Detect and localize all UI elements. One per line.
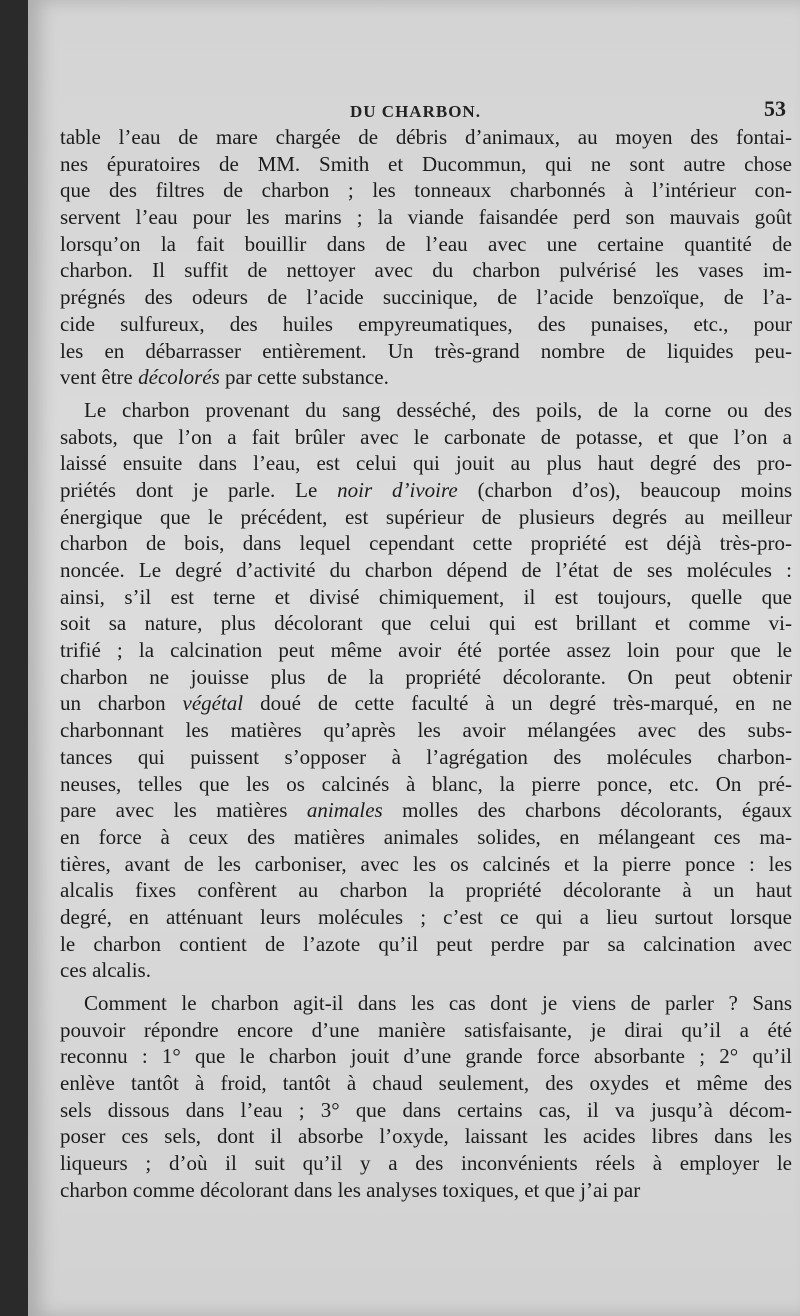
text-line — [60, 584, 792, 611]
text-run: ces alcalis. — [60, 958, 151, 983]
paragraph — [60, 124, 792, 391]
text-line — [60, 990, 792, 1017]
text-run: tières, avant de les carboniser, avec les os calcinés et la pierre ponce : les — [60, 851, 792, 876]
text-run: sabots, que l’on a fait brûler avec le carbonate de potasse, et que l’on a — [60, 424, 792, 449]
text-line — [60, 1070, 792, 1097]
text-line — [60, 717, 792, 744]
text-run: prégnés des odeurs de l’acide succinique, de l’acide benzoïque, de l’a- — [60, 285, 792, 310]
text-run: pare avec les matières — [60, 798, 307, 823]
text-line — [60, 204, 792, 231]
text-run: les en débarrasser entièrement. Un très-grand nombre de liquides peu- — [60, 338, 792, 363]
book-page — [28, 0, 800, 1316]
text-line — [60, 557, 792, 584]
text-line — [60, 1017, 792, 1044]
text-run: nes épuratoires de MM. Smith et Ducommun, qui ne sont autre chose — [60, 151, 792, 176]
text-run: servent l’eau pour les marins ; la viande faisandée perd son mauvais goût — [60, 205, 792, 230]
text-line — [60, 771, 792, 798]
text-run: tances qui puissent s’opposer à l’agrégation des molécules charbon- — [60, 744, 792, 769]
text-line — [60, 931, 792, 958]
text-run: soit sa nature, plus décolorant que celui qui est brillant et comme vi- — [60, 611, 792, 636]
text-line — [60, 311, 792, 338]
text-run: ainsi, s’il est terne et divisé chimiquement, il est toujours, quelle que — [60, 584, 792, 609]
text-line — [60, 530, 792, 557]
text-run: charbon ne jouisse plus de la propriété décolorante. On peut obtenir — [60, 664, 792, 689]
text-line — [60, 1097, 792, 1124]
running-head: DU CHARBON. — [350, 102, 481, 121]
italic-term: animales — [306, 798, 383, 823]
text-run: le charbon contient de l’azote qu’il peut perdre par sa calcination avec — [60, 931, 792, 956]
text-line — [60, 1150, 792, 1177]
text-run: charbon. Il suffit de nettoyer avec du charbon pulvérisé les vases im- — [60, 258, 792, 283]
text-run: cide sulfureux, des huiles empyreumatiques, des punaises, etc., pour — [60, 311, 792, 336]
page-number: 53 — [764, 96, 786, 121]
text-run: charbon comme décolorant dans les analyses toxiques, et que j’ai par — [60, 1177, 641, 1202]
text-run: Comment le charbon agit-il dans les cas dont je viens de parler ? Sans — [84, 991, 792, 1015]
text-run: trifié ; la calcination peut même avoir été portée assez loin pour que le — [60, 638, 792, 663]
text-run: Le charbon provenant du sang desséché, des poils, de la corne ou des — [84, 397, 792, 422]
text-line — [60, 851, 792, 878]
text-run: liqueurs ; d’où il suit qu’il y a des inconvénients réels à employer le — [60, 1151, 792, 1176]
text-run: (charbon d’os), beaucoup moins — [457, 477, 792, 502]
text-run: sels dissous dans l’eau ; 3° que dans certains cas, il va jusqu’à décom- — [60, 1097, 792, 1122]
text-line — [60, 477, 792, 504]
text-run: laissé ensuite dans l’eau, est celui qui jouit au plus haut degré des pro- — [60, 451, 792, 476]
text-line — [60, 1043, 792, 1070]
text-line — [60, 364, 792, 391]
text-line — [60, 504, 792, 531]
text-line — [60, 257, 792, 284]
paragraph — [60, 990, 792, 1204]
text-run: noncée. Le degré d’activité du charbon dépend de l’état de ses molécules : — [60, 558, 792, 582]
text-run: neuses, telles que les os calcinés à blanc, la pierre ponce, etc. On pré- — [60, 771, 792, 796]
text-run: un charbon — [60, 691, 183, 716]
text-run: charbonnant les matières qu’après les avoir mélangées avec des subs- — [60, 718, 792, 743]
text-run: vent être — [60, 365, 139, 390]
text-line — [60, 338, 792, 365]
text-line — [60, 957, 792, 984]
text-run: doué de cette faculté à un degré très-marqué, en ne — [243, 691, 792, 716]
text-line — [60, 797, 792, 824]
body-text — [60, 124, 792, 1204]
text-line — [60, 824, 792, 851]
italic-term: végétal — [182, 691, 244, 716]
text-line — [60, 904, 792, 931]
text-run: reconnu : 1° que le charbon jouit d’une grande force absorbante ; 2° qu’il — [60, 1044, 792, 1069]
text-run: degré, en atténuant leurs molécules ; c’est ce qui a lieu surtout lorsque — [60, 904, 792, 929]
text-run: que des filtres de charbon ; les tonneaux charbonnés à l’intérieur con- — [60, 178, 792, 203]
text-line — [60, 177, 792, 204]
italic-term: décolorés — [138, 365, 220, 390]
text-line — [60, 151, 792, 178]
text-run: table l’eau de mare chargée de débris d’animaux, au moyen des fontai- — [60, 125, 792, 149]
text-run: alcalis fixes confèrent au charbon la propriété décolorante à un haut — [60, 878, 792, 903]
text-run: pouvoir répondre encore d’une manière satisfaisante, je dirai qu’il a été — [60, 1017, 792, 1042]
text-run: enlève tantôt à froid, tantôt à chaud seulement, des oxydes et même des — [60, 1071, 792, 1096]
text-run: énergique que le précédent, est supérieur de plusieurs degrés au meilleur — [60, 504, 792, 529]
text-line — [60, 424, 792, 451]
text-run: en force à ceux des matières animales solides, en mélangeant ces ma- — [60, 824, 792, 849]
text-line — [60, 664, 792, 691]
text-run: par cette substance. — [219, 365, 389, 390]
text-line — [60, 690, 792, 717]
text-line — [60, 450, 792, 477]
text-line — [60, 231, 792, 258]
text-line — [60, 1123, 792, 1150]
text-line — [60, 637, 792, 664]
text-line — [60, 124, 792, 151]
text-run: charbon de bois, dans lequel cependant cette propriété est déjà très-pro- — [60, 531, 792, 556]
text-line — [60, 877, 792, 904]
text-run: molles des charbons décolorants, égaux — [382, 798, 792, 823]
text-line — [60, 284, 792, 311]
paragraph — [60, 397, 792, 984]
text-line — [60, 610, 792, 637]
text-line — [60, 397, 792, 424]
text-run: priétés dont je parle. Le — [60, 477, 338, 502]
text-run: lorsqu’on la fait bouillir dans de l’eau avec une certaine quantité de — [60, 231, 792, 256]
text-line — [60, 1177, 792, 1204]
text-run: poser ces sels, dont il absorbe l’oxyde, laissant les acides libres dans les — [60, 1124, 792, 1149]
page-header — [28, 96, 800, 124]
text-line — [60, 744, 792, 771]
italic-term: noir d’ivoire — [337, 477, 458, 502]
